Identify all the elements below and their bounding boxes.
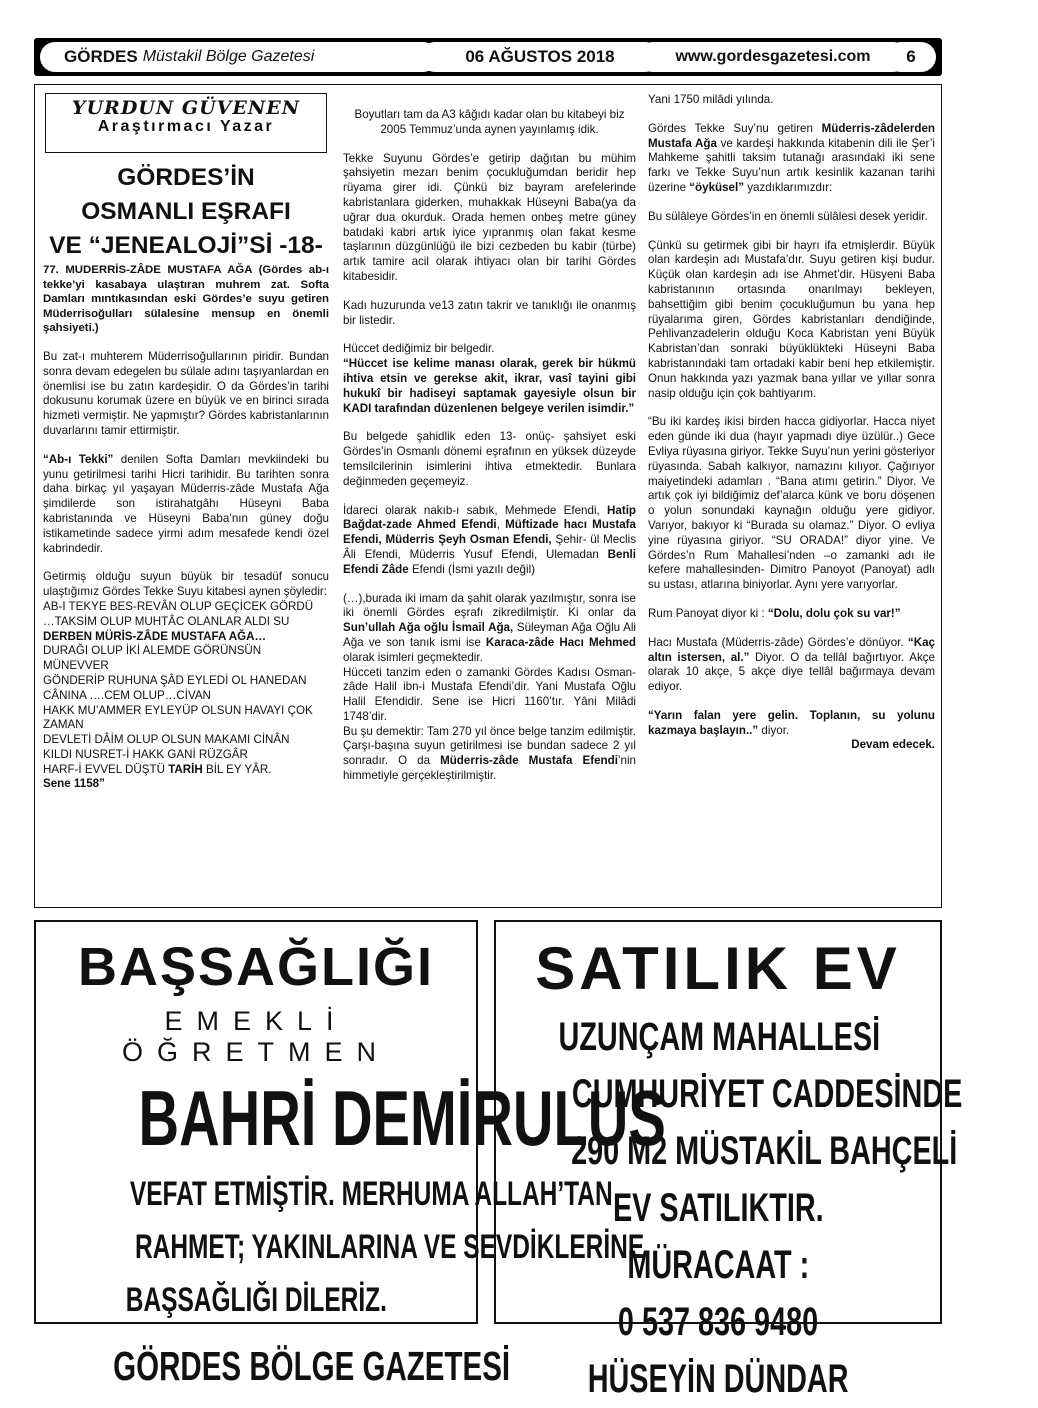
condolence-footer: GÖRDES BÖLGE GAZETESİ xyxy=(113,1343,511,1389)
page-number-pill xyxy=(886,42,936,72)
paragraph: Hacı Mustafa (Müderris-zâde) Gördes’e dönüyor. “Kaç altın istersen, al.” Diyor. O da tellâl bağırtıyor. Akçe olarak 10 akçe, 5 akçe diye tellâl bağırmaya devam ediyor. xyxy=(648,635,935,694)
inscription-line: HAKK MU’AMMER EYLEYÜP OLSUN HAVAYI ÇOK ZAMAN xyxy=(43,703,313,732)
article-column-1 xyxy=(43,93,329,792)
continued-note: Devam edecek. xyxy=(851,738,935,752)
paragraph: Tekke Suyunu Gördes’e getirip dağıtan bu mühim şahsiyetin mezarı benim çocukluğumdan beridir hep rüyama girer idi. Çünkü biz bayram arefelerinde kabristanlara giderken, muhakkak Hüseyni Baba(ya da uğrar dua okurduk. Orada hemen onbeş metre güney batıdaki kabri artık iyice yıpranmış olan fakat kesme taşlarının düzgünlüğü ile bizi cezbeden bu kabir (türbe) artık tamire acil olarak ihtiyacı olan bir tarihi Gördes kitabesidir. xyxy=(343,151,636,283)
paragraph: Kadı huzurunda ve13 zatın takrir ve tanıklığı ile onanmış bir listedir. xyxy=(343,298,636,327)
paragraph: “Yarın falan yere gelin. Toplanın, su yolunu kazmaya başlayın..” diyor. xyxy=(648,708,935,737)
sale-ad-title: SATILIK EV xyxy=(535,935,901,1002)
inscription-line: …TAKSİM OLUP MUHTÂC OLANLAR ALDI SU xyxy=(43,614,290,628)
article-subheading: 77. MUDERRİS-ZÂDE MUSTAFA AĞA (Gördes ab-ı tekke’yi kasabaya ulaştıran muhrem zat. Softa Damları mıntıkasından eski Gördes’e suyu getiren Müderrisoğulları sülalesine mensup en önemli şahsiyeti.) xyxy=(43,264,329,335)
paragraph: Yani 1750 milâdi yılında. xyxy=(648,93,774,106)
deceased-name: BAHRİ DEMİRULUS xyxy=(138,1074,666,1162)
inscription xyxy=(43,600,329,792)
paragraph: Bu şu demektir: Tam 270 yıl önce belge tanzim edilmiştir. Çarşı-başına suyun getirilmesi ise bundan sadece 2 yıl sonradır. O da Müderris-zâde Mustafa Efendi’nin himmetiyle gerçekleştirilmiştir. xyxy=(343,724,636,783)
inscription-line: HARF-İ EVVEL DÜŞTÜ TARİH BİL EY YÂR. xyxy=(43,762,272,776)
paragraph: Bu belgede şahidlik eden 13- onüç- şahsiyet eski Gördes’in Osmanlı dönemi eşrafının en yüksek düzeyde temsilcilerinin isimlerini ihtiva etmektedir. Bunlara değinmeden geçemeyiz. xyxy=(343,430,636,488)
inscription-line: AB-I TEKYE BES-REVÂN OLUP GEÇİCEK GÖRDÜ xyxy=(43,599,314,613)
inscription-line: DEVLETİ DÂİM OLUP OLSUN MAKAMI CİNÂN xyxy=(43,733,290,747)
newspaper-brand: GÖRDES xyxy=(64,47,138,66)
sale-phone: 0 537 836 9480 xyxy=(617,1300,819,1344)
article-column-2 xyxy=(343,108,636,784)
inscription-line: DURAĞI OLUP İKİ ALEMDE GÖRÜNSÜN MÜNEVVER xyxy=(43,644,262,673)
newspaper-subtitle: Müstakil Bölge Gazetesi xyxy=(142,48,315,65)
paragraph: “Ab-ı Tekki” denilen Softa Damları mevkiindeki bu yunu getirilmesi tarihi Hicri tarihidir. Bu tarihten sonra daha birkaç yıl yaşayan Müderris-zâde Mustafa Ağa şimdilerde son istirahatgâhı Hüseyni Baba kabristanında ve Hüseyni Baba’nın güney doğu istikametinde sadece yirmi adım mesafede kendi özel kabrindedir. xyxy=(43,452,329,555)
paragraph: Boyutları tam da A3 kâğıdı kadar olan bu kitabeyi biz 2005 Temmuz’unda aynen yayınlamış idik. xyxy=(354,108,625,136)
paragraph: (…),burada iki imam da şahit olarak yazılmıştır, sonra ise iki önemli Gördes eşrafı zikredilmiştir. Ki onlar da Sun’ullah Ağa oğlu İsmail Ağa, Süleyman Ağa Oğlu Ali Ağa ve son tanık ismi ise Karaca-zâde Hacı Mehmed olarak isimleri geçmektedir. xyxy=(343,591,636,664)
paragraph: Hüccet dediğimiz bir belgedir. xyxy=(343,342,495,356)
sale-contact: HÜSEYİN DÜNDAR xyxy=(587,1357,849,1401)
paragraph: Gördes Tekke Suy’nu getiren Müderris-zâdelerden Mustafa Ağa ve kardeşi hakkında kitabenin dili ile Şer’i Mahkeme şahitli taksim tutanağı arasındaki iki sene farkı ve Tekke Suyu’nun artık kesinlik kazanan tarihi üzerine “öyküsel” yazdıklarımızdır: xyxy=(648,121,936,194)
condolence-title: BAŞSAĞLIĞI xyxy=(77,937,435,997)
headline-line-3: VE “JENEALOJİ”Sİ -18- xyxy=(49,232,323,259)
paragraph: Getirmiş olduğu suyun büyük bir tesadüf sonucu ulaştığımız Gördes Tekke Suyu kitabesi aynen şöyledir: xyxy=(43,570,329,599)
paragraph: Rum Panoyat diyor ki : “Dolu, dolu çok su var!” xyxy=(648,606,901,620)
article-headline xyxy=(43,161,329,263)
date-pill xyxy=(420,42,660,72)
author-role: Araştırmacı Yazar xyxy=(97,117,275,135)
page-number: 6 xyxy=(906,47,916,66)
headline-line-2: OSMANLI EŞRAFI xyxy=(81,198,291,225)
paragraph: Çünkü su getirmek gibi bir hayrı ifa etmişlerdir. Büyük olan kardeşin adı Mustafa’dır. Suyu getiren kişi budur. Küçük olan kardeşin adı ise Ahmet’dir. Hüsyeni Baba kabristanının ortasında onarılmayı bekleyen, bahsettiğim gibi benim çocukluğumun bu yana hep rüyalarıma giren, Gördes kabristanları dendiğinde, Pehlivanzadelerin olduğu Koca Kabristan yeni Büyük Kabristan’dan sonraki büyüklükteki Hüseyni Baba kabristanındaki tam ortadaki kabir beni hep etkilemiştir. Onun hakkında yazı yazmak bana yıllar ve yıllar sonra nasip olduğu için çok bahtiyarım. xyxy=(648,238,935,400)
paragraph: Bu zat-ı muhterem Müderrisoğullarının piridir. Bundan sonra devam edegelen bu sülale adını taşıyanlardan en önemlisi ise bu zatın kardeşidir. O da Gördes’in tarihi dokusunu korumak üzere en büyük ve en birinci sırada hizmeti vermiştir. Ne yapmıştır? Gördes kabristanlarının duvarlarını tamir ettirmiştir. xyxy=(43,349,329,437)
house-for-sale-ad xyxy=(494,920,963,1401)
newspaper-header xyxy=(34,38,942,76)
inscription-line: Sene 1158” xyxy=(43,777,105,791)
paragraph: “Hüccet ise kelime manası olarak, gerek bir hükmü ihtiva etsin ve gerekse akit, ikrar, vasî tayini gibi hukukî bir hadiseyi saptamak gayesiyle olsun bir KADI tarafından düzenlenen belgeye verilen isimdir.” xyxy=(343,357,636,415)
author-name: YURDUN GÜVENEN xyxy=(71,97,301,119)
paragraph: Bu sülâleye Gördes’in en önemli sülâlesi desek yeridir. xyxy=(648,209,928,223)
paragraph: İdareci olarak nakıb-ı sabık, Mehmede Efendi, Hatip Bağdat-zade Ahmed Efendi, Müftizade hacı Mustafa Efendi, Müderris Şeyh Osman Efendi, Şehir- ül Meclis Âli Efendi, Müderris Yusuf Efendi, Ulemadan Benli Efendi Zâde Efendi (İsmi yazılı değil) xyxy=(343,503,636,576)
inscription-line: DERBEN MÜRİS-ZÂDE MUSTAFA AĞA… xyxy=(43,629,267,643)
paragraph: “Bu iki kardeş ikisi birden hacca gidiyorlar. Hacca niyet eden günde iki dua (hayır yapmadı diye üzülür..) Gece Evliya rüyasına giriyor. Tekke Suyu’nun yerini gösteriyor rüyasında. Sabah kalkıyor, namazını kılıyor. Çağırıyor maiyetindeki adamları . “Bana atımı getirin.” Diyor. Ve artık çok iyi bildiğimiz def’alarca künk ve boru döşenen o yolun sonundaki kaynağın olduğu yere gidiyor. Varıyor, bakıyor ki “Burada su olamaz.” Diyor. O evliya yine rüyasına giriyor. “SU ORADA!” diyor yine. Ve Gördes’n Rum Mahallesi’nden –o zamanki adı ile kefere mahallesinden- Dimitro Panoyot (Panoyat) adlı su ustası, atlarına biniyorlar. Aynı yere varıyorlar. xyxy=(648,415,935,592)
issue-date: 06 AĞUSTOS 2018 xyxy=(465,47,615,66)
article-column-3 xyxy=(648,93,935,753)
condolence-ad xyxy=(34,920,666,1389)
inscription-line: GÖNDERİP RUHUNA ŞÂD EYLEDİ OL HANEDAN xyxy=(43,673,307,687)
bold-phrase: “Ab-ı Tekki” xyxy=(43,452,114,466)
condolence-message: VEFAT ETMİŞTİR. MERHUMA ALLAH’TAN RAHMET; YAKINLARINA VE SEVDİKLERİNE BAŞSAĞLIĞI DİLERİZ. xyxy=(125,1175,645,1319)
masthead-pill xyxy=(40,42,438,72)
website-url: www.gordesgazetesi.com xyxy=(675,48,871,65)
deceased-role: EMEKLİ ÖĞRETMEN xyxy=(121,1006,390,1067)
author-byline xyxy=(45,93,327,153)
sale-ad-body: UZUNÇAM MAHALLESİ CUMHURİYET CADDESİNDE 290 M2 MÜSTAKİL BAHÇELİ EV SATILIKTIR. MÜRACAAT : 0 537 836 9480 HÜSEYİN DÜNDAR xyxy=(496,1009,940,1408)
website-pill xyxy=(638,42,908,72)
inscription-line: CÂNINA ….CEM OLUP…CİVAN xyxy=(43,688,211,702)
paragraph: Hücceti tanzim eden o zamanki Gördes Kadısı Osman-zâde Halil ibn-i Mustafa Efendi’dir. Yani Mustafa Oğlu Halil Efendidir. Sene ise Hicri 1160’tır. Yâni Milâdi 1748’dir. xyxy=(343,665,636,723)
inscription-line: KILDI NUSRET-İ HAKK GANİ RÜZGÂR xyxy=(43,747,248,761)
headline-line-1: GÖRDES’İN xyxy=(117,164,255,191)
